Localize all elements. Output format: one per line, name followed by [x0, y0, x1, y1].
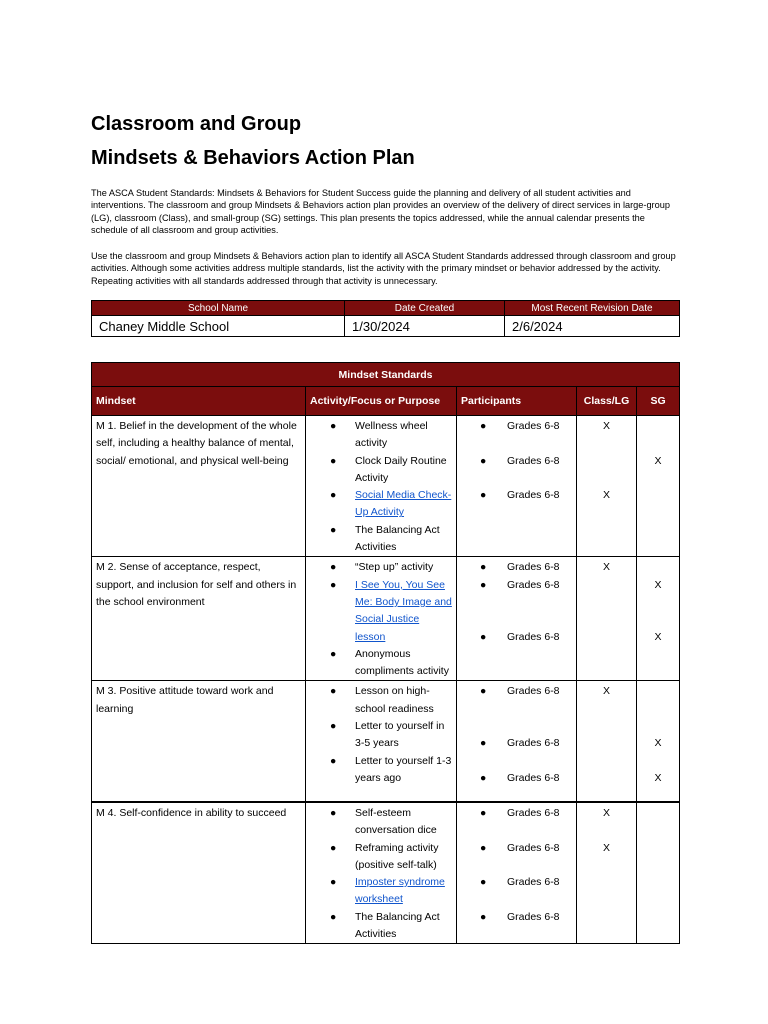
class-lg-cell: X X [577, 802, 637, 944]
mindset-cell: M 2. Sense of acceptance, respect, support, and inclusion for self and others in the school environment [92, 557, 306, 681]
date-created-value: 1/30/2024 [345, 316, 505, 337]
table-row [92, 802, 680, 944]
activity-column-header: Activity/Focus or Purpose [306, 387, 457, 416]
list-item: ● Anonymous compliments activity [330, 647, 449, 678]
sg-cell: X X [637, 557, 680, 681]
participants-cell: ● Grades 6-8 ● Grades 6-8 ● Grades 6-8 [457, 557, 577, 681]
sg-cell: X [637, 416, 680, 557]
activity-cell [306, 557, 457, 681]
sg-cell: X X [637, 681, 680, 802]
list-item: ● The Balancing Act Activities [330, 523, 440, 554]
participants-cell: ● Grades 6-8 ● Grades 6-8 ● Grades 6-8 ● Grades 6-8 [457, 802, 577, 944]
activity-cell [306, 802, 457, 944]
class-lg-cell: X [577, 681, 637, 802]
usage-paragraph: Use the classroom and group Mindsets & Behaviors action plan to identify all ASCA Student Standards addressed through classroom and group activities. Although some activities address multiple standards, list the activity with the primary mindset or behavior addressed by the activity. Repeating activities with all standards addressed through that activity is unnecessary. [91, 251, 676, 286]
activity-cell [306, 681, 457, 802]
list-item: ● Lesson on high-school readiness [330, 685, 434, 715]
school-name-value: Chaney Middle School [92, 316, 345, 337]
participants-column-header: Participants [457, 387, 577, 416]
list-item: ● Wellness wheel activity [330, 420, 428, 450]
class-lg-column-header: Class/LG [577, 387, 637, 416]
class-lg-cell: X X [577, 416, 637, 557]
title-line-2: Mindsets & Behaviors Action Plan [91, 147, 415, 169]
table-caption: Mindset Standards [92, 363, 680, 387]
revision-date-header: Most Recent Revision Date [505, 301, 680, 316]
revision-date-value: 2/6/2024 [505, 316, 680, 337]
mindset-standards-table [91, 362, 680, 944]
sg-column-header: SG [637, 387, 680, 416]
social-media-checkup-link[interactable]: Social Media Check-Up Activity [355, 489, 452, 519]
mindset-cell: M 4. Self-confidence in ability to succeed [92, 802, 306, 944]
list-item[interactable]: ● Imposter syndrome worksheet [310, 874, 452, 909]
title-line-1: Classroom and Group [91, 113, 302, 135]
school-info-table [91, 300, 680, 337]
list-item: ● Self-esteem conversation dice [330, 806, 437, 837]
list-item: ● Reframing activity (positive self-talk) [330, 841, 439, 871]
list-item: ● Letter to yourself in 3-5 years [330, 720, 445, 750]
intro-paragraph: The ASCA Student Standards: Mindsets & Behaviors for Student Success guide the planning and delivery of all student activities and interventions. The classroom and group Mindsets & Behaviors action plan provides an overview of the delivery of direct services in large-group (LG), classroom (Class), and small-group (SG) settings. This plan presents the topics addressed, while the annual calendar presents the schedule of all classroom and group activities. [91, 188, 670, 236]
table-row [92, 416, 680, 557]
list-item: ● Letter to yourself 1-3 years ago [330, 754, 452, 784]
body-image-lesson-link[interactable]: I See You, You See Me: Body Image and Social Justice lesson [355, 578, 452, 643]
school-name-header: School Name [92, 301, 345, 316]
table-row [92, 557, 680, 681]
sg-cell [637, 802, 680, 944]
list-item[interactable]: ● Social Media Check-Up Activity [310, 487, 452, 522]
date-created-header: Date Created [345, 301, 505, 316]
list-item: ● “Step up” activity [330, 561, 434, 574]
imposter-syndrome-link[interactable]: Imposter syndrome worksheet [355, 876, 445, 906]
table-row [92, 681, 680, 802]
class-lg-cell: X [577, 557, 637, 681]
participants-cell: ● Grades 6-8 ● Grades 6-8 ● Grades 6-8 [457, 416, 577, 557]
participants-cell: ● Grades 6-8 ● Grades 6-8 ● Grades 6-8 [457, 681, 577, 802]
mindset-cell: M 1. Belief in the development of the whole self, including a healthy balance of mental, social/ emotional, and physical well-being [92, 416, 306, 557]
list-item: ● The Balancing Act Activities [330, 910, 440, 941]
list-item[interactable]: ● I See You, You See Me: Body Image and Social Justice lesson [310, 577, 452, 646]
activity-cell [306, 416, 457, 557]
mindset-cell: M 3. Positive attitude toward work and learning [92, 681, 306, 802]
mindset-column-header: Mindset [92, 387, 306, 416]
list-item: ● Clock Daily Routine Activity [330, 454, 447, 484]
